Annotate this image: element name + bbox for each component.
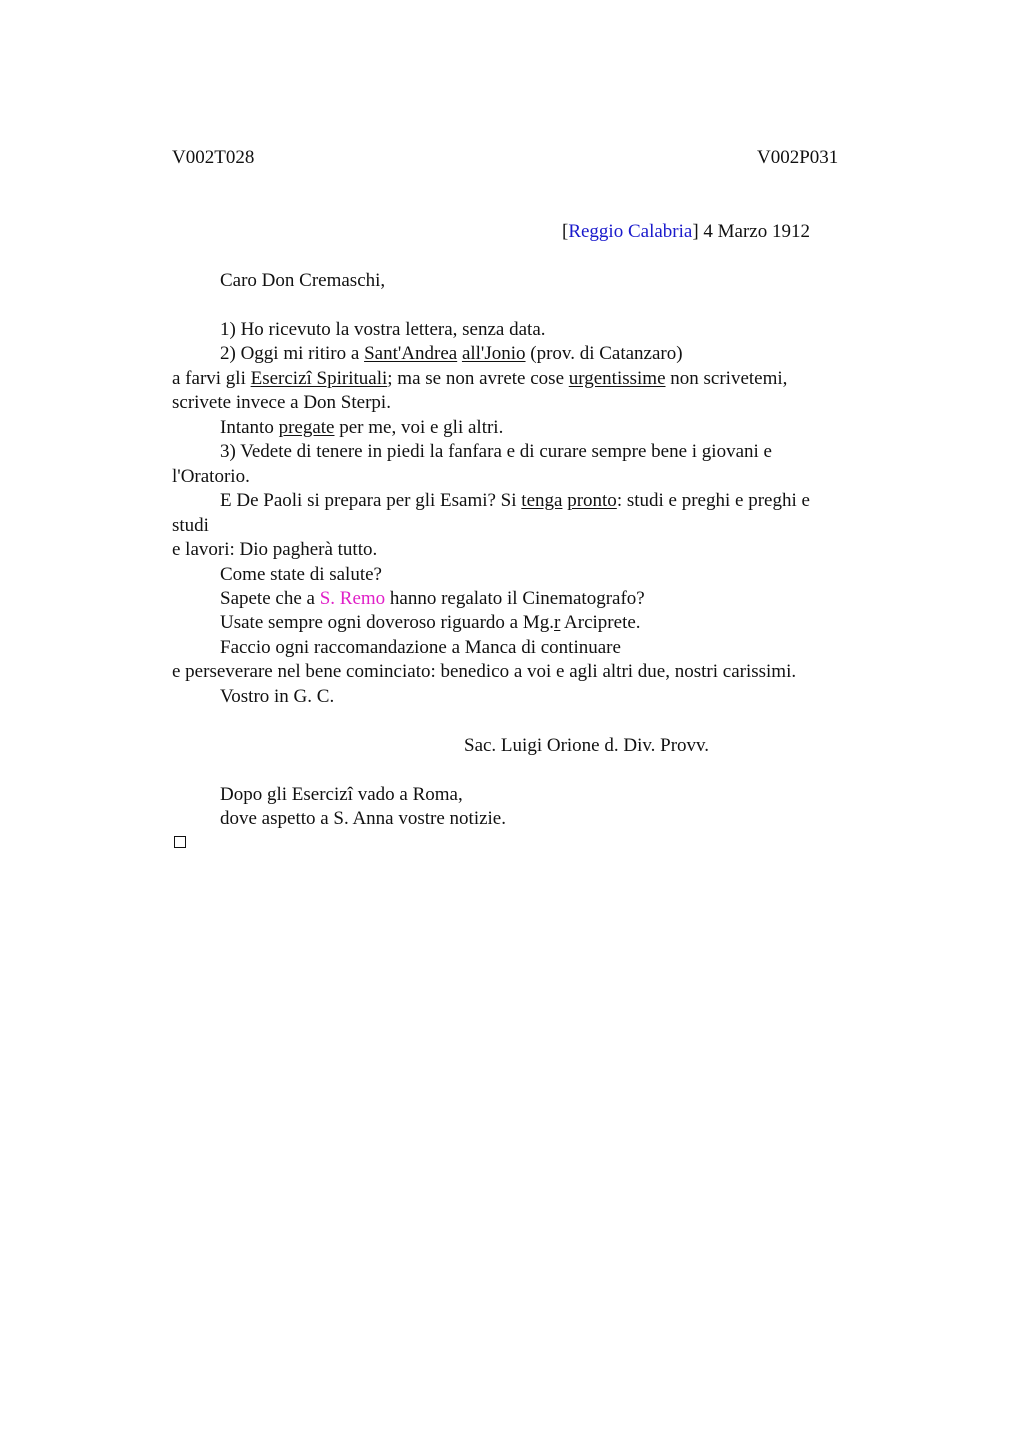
body-line-7: l'Oratorio. xyxy=(172,466,250,487)
body-line-6: 3) Vedete di tenere in piedi la fanfara e di curare sempre bene i giovani e xyxy=(220,441,772,462)
pregate: pregate xyxy=(278,417,335,438)
place-alljonio: all'Jonio xyxy=(461,343,526,364)
signature: Sac. Luigi Orione d. Div. Provv. xyxy=(464,735,710,756)
body-line-10: e lavori: Dio pagherà tutto. xyxy=(172,539,378,560)
salutation: Caro Don Cremaschi, xyxy=(220,270,386,291)
urgentissime: urgentissime xyxy=(568,368,666,389)
body-line-8: E De Paoli si prepara per gli Esami? Si tenga pronto: studi e preghi e preghi e xyxy=(220,490,810,511)
dateline-close-bracket: ] xyxy=(692,221,699,242)
body-line-11: Come state di salute? xyxy=(220,564,382,585)
body-line-4: scrivete invece a Don Sterpi. xyxy=(172,392,391,413)
header-right-code: V002P031 xyxy=(757,147,839,168)
place-santandrea: Sant'Andrea xyxy=(364,343,458,364)
header-left-code: V002T028 xyxy=(172,147,255,168)
pronto: pronto xyxy=(567,490,617,511)
closing: Vostro in G. C. xyxy=(220,686,335,707)
dateline xyxy=(562,220,810,244)
body-line-12: Sapete che a S. Remo hanno regalato il Cinematografo? xyxy=(220,588,645,609)
body-line-1: 1) Ho ricevuto la vostra lettera, senza data. xyxy=(220,319,546,340)
place-s-remo: S. Remo xyxy=(319,588,386,609)
postscript-line-2: dove aspetto a S. Anna vostre notizie. xyxy=(220,808,506,829)
body-line-5: Intanto pregate per me, voi e gli altri. xyxy=(220,417,504,438)
body-line-9: studi xyxy=(172,515,209,536)
mgr-superscript: r xyxy=(554,612,561,633)
dateline-open-bracket: [ xyxy=(562,221,569,242)
body-line-15: e perseverare nel bene cominciato: benedico a voi e agli altri due, nostri carissimi. xyxy=(172,661,797,682)
postscript-line-1: Dopo gli Esercizi vado a Roma, xyxy=(220,784,463,805)
dateline-place: Reggio Calabria xyxy=(568,221,693,242)
body-line-3: a farvi gli Esercizî Spirituali; ma se non avrete cose urgentissime non scrivetemi, xyxy=(172,368,788,389)
esercizi-spirituali: Esercizî Spirituali xyxy=(250,368,388,389)
body-line-2: 2) Oggi mi ritiro a Sant'Andrea all'Jonio (prov. di Catanzaro) xyxy=(220,343,683,364)
dateline-date: 4 Marzo 1912 xyxy=(698,221,810,242)
tenga: tenga xyxy=(521,490,563,511)
body-line-14: Faccio ogni raccomandazione a Manca di continuare xyxy=(220,637,621,658)
body-line-13: Usate sempre ogni doveroso riguardo a Mg.r Arciprete. xyxy=(220,612,641,633)
end-marker-box xyxy=(174,836,186,848)
